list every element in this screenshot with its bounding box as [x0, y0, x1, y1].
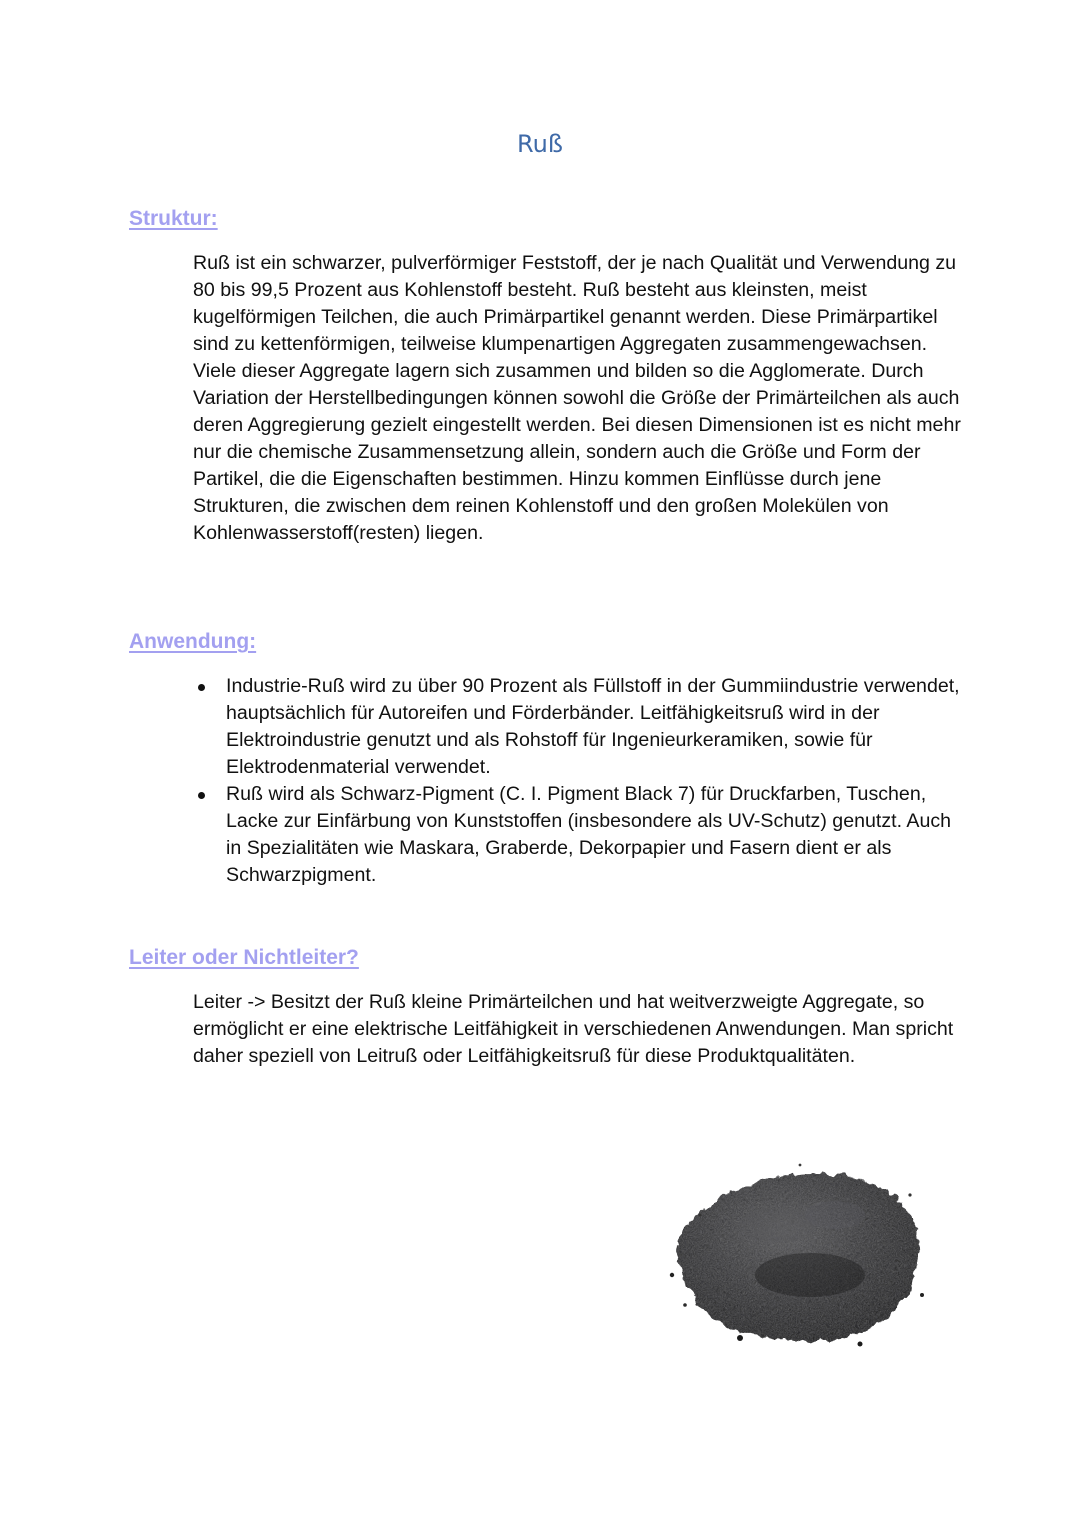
struktur-paragraph: Ruß ist ein schwarzer, pulverförmiger Feststoff, der je nach Qualität und Verwendung zu 80 bis 99,5 Prozent aus Kohlenstoff besteht. Ruß besteht aus kleinsten, meist kugelförmigen Teilchen, die auch Primärpartikel genannt werden. Diese Primärpartikel sind zu kettenförmigen, teilweise klumpenartigen Aggregaten zusammengewachsen. Viele dieser Aggregate lagern sich zusammen und bilden so die Agglomerate. Durch Variation der Herstellbedingungen können sowohl die Größe der Primärteilchen als auch deren Aggregierung gezielt eingestellt werden. Bei diesen Dimensionen ist es nicht mehr nur die chemische Zusammensetzung allein, sondern auch die Größe und Form der Partikel, die die Eigenschaften bestimmen. Hinzu kommen Einflüsse durch jene Strukturen, die zwischen dem reinen Kohlenstoff und den großen Molekülen von Kohlenwasserstoff(resten) liegen. [193, 252, 961, 544]
section-heading-leiter: Leiter oder Nichtleiter? [129, 946, 359, 969]
list-item [193, 781, 963, 889]
leiter-paragraph: Leiter -> Besitzt der Ruß kleine Primärteilchen und hat weitverzweigte Aggregate, so ermöglicht er eine elektrische Leitfähigkeit in verschiedenen Anwendungen. Man spricht daher speziell von Leitruß oder Leitfähigkeitsruß für diese Produktqualitäten. [193, 991, 954, 1067]
section-heading-struktur: Struktur: [129, 207, 218, 230]
section-heading-anwendung: Anwendung: [129, 630, 257, 653]
list-item-text: Industrie-Ruß wird zu über 90 Prozent als Füllstoff in der Gummiindustrie verwendet, hauptsächlich für Autoreifen und Förderbänder. Leitfähigkeitsruß wird in der Elektroindustrie genutzt und als Rohstoff für Ingenieurkeramiken, sowie für Elektrodenmaterial verwendet. [226, 675, 960, 778]
bullet-icon [198, 792, 205, 799]
list-item [193, 673, 963, 781]
soot-powder-pile-icon [660, 1155, 930, 1350]
anwendung-list [193, 673, 963, 889]
page-title: Ruß [517, 130, 563, 158]
list-item-text: Ruß wird als Schwarz-Pigment (C. I. Pigment Black 7) für Druckfarben, Tuschen, Lacke zur Einfärbung von Kunststoffen (insbesondere als UV-Schutz) genutzt. Auch in Spezialitäten wie Maskara, Graberde, Dekorpapier und Fasern dient er als Schwarzpigment. [226, 783, 952, 886]
bullet-icon [198, 684, 205, 691]
